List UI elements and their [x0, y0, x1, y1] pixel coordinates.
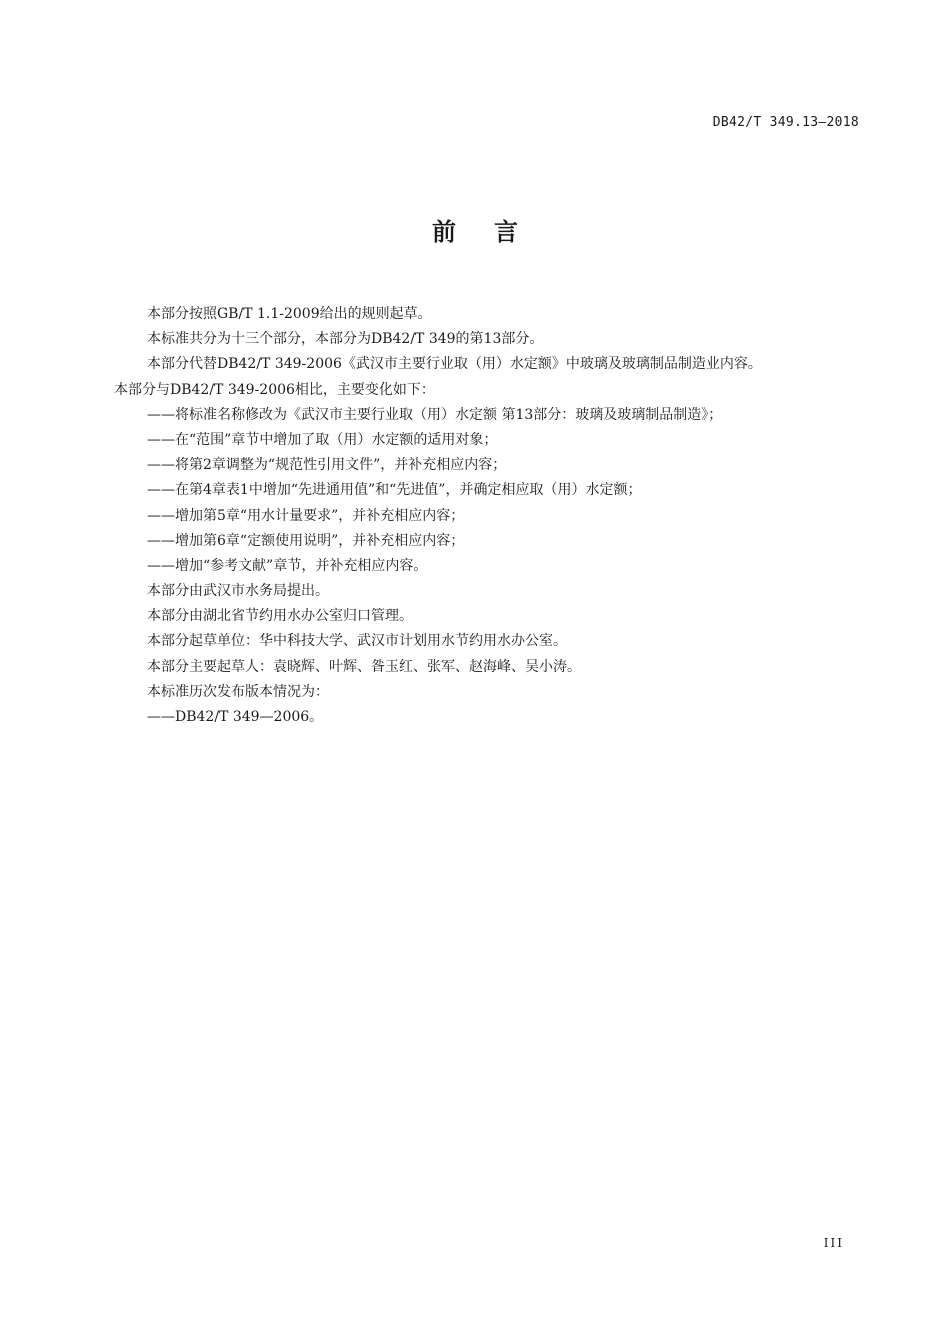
paragraph: 本标准共分为十三个部分，本部分为DB42/T 349的第13部分。 [147, 331, 544, 348]
paragraph: 本部分由湖北省节约用水办公室归口管理。 [147, 608, 413, 625]
list-item: ——在“范围”章节中增加了取（用）水定额的适用对象； [147, 431, 498, 448]
paragraph: 本部分起草单位：华中科技大学、武汉市计划用水节约用水办公室。 [147, 633, 567, 650]
paragraph: 本部分按照GB/T 1.1-2009给出的规则起草。 [147, 306, 432, 322]
page-number: III [823, 1236, 844, 1250]
list-item: ——增加“参考文献”章节，并补充相应内容。 [147, 557, 428, 574]
paragraph: 本部分主要起草人：袁晓辉、叶辉、昝玉红、张军、赵海峰、吴小涛。 [147, 658, 581, 675]
list-item: ——增加第5章“用水计量要求”，并补充相应内容； [147, 507, 465, 524]
body-text [114, 302, 854, 730]
list-item: ——DB42/T 349—2006。 [147, 709, 324, 725]
document-code: DB42/T 349.13—2018 [712, 115, 859, 130]
paragraph: 本部分代替DB42/T 349-2006《武汉市主要行业取（用）水定额》中玻璃及玻璃制品制造业内容。 [147, 356, 762, 373]
page-title: 前言 [432, 218, 556, 246]
paragraph: 本标准历次发布版本情况为： [147, 683, 329, 700]
list-item: ——将第2章调整为“规范性引用文件”，并补充相应内容； [147, 457, 507, 474]
list-item: ——在第4章表1中增加“先进通用值”和“先进值”，并确定相应取（用）水定额； [147, 482, 642, 499]
list-item: ——增加第6章“定额使用说明”，并补充相应内容； [147, 532, 465, 549]
paragraph: 本部分由武汉市水务局提出。 [147, 583, 329, 600]
list-item: ——将标准名称修改为《武汉市主要行业取（用）水定额 第13部分：玻璃及玻璃制品制造》； [147, 406, 723, 423]
paragraph: 本部分与DB42/T 349-2006相比，主要变化如下： [114, 381, 435, 398]
